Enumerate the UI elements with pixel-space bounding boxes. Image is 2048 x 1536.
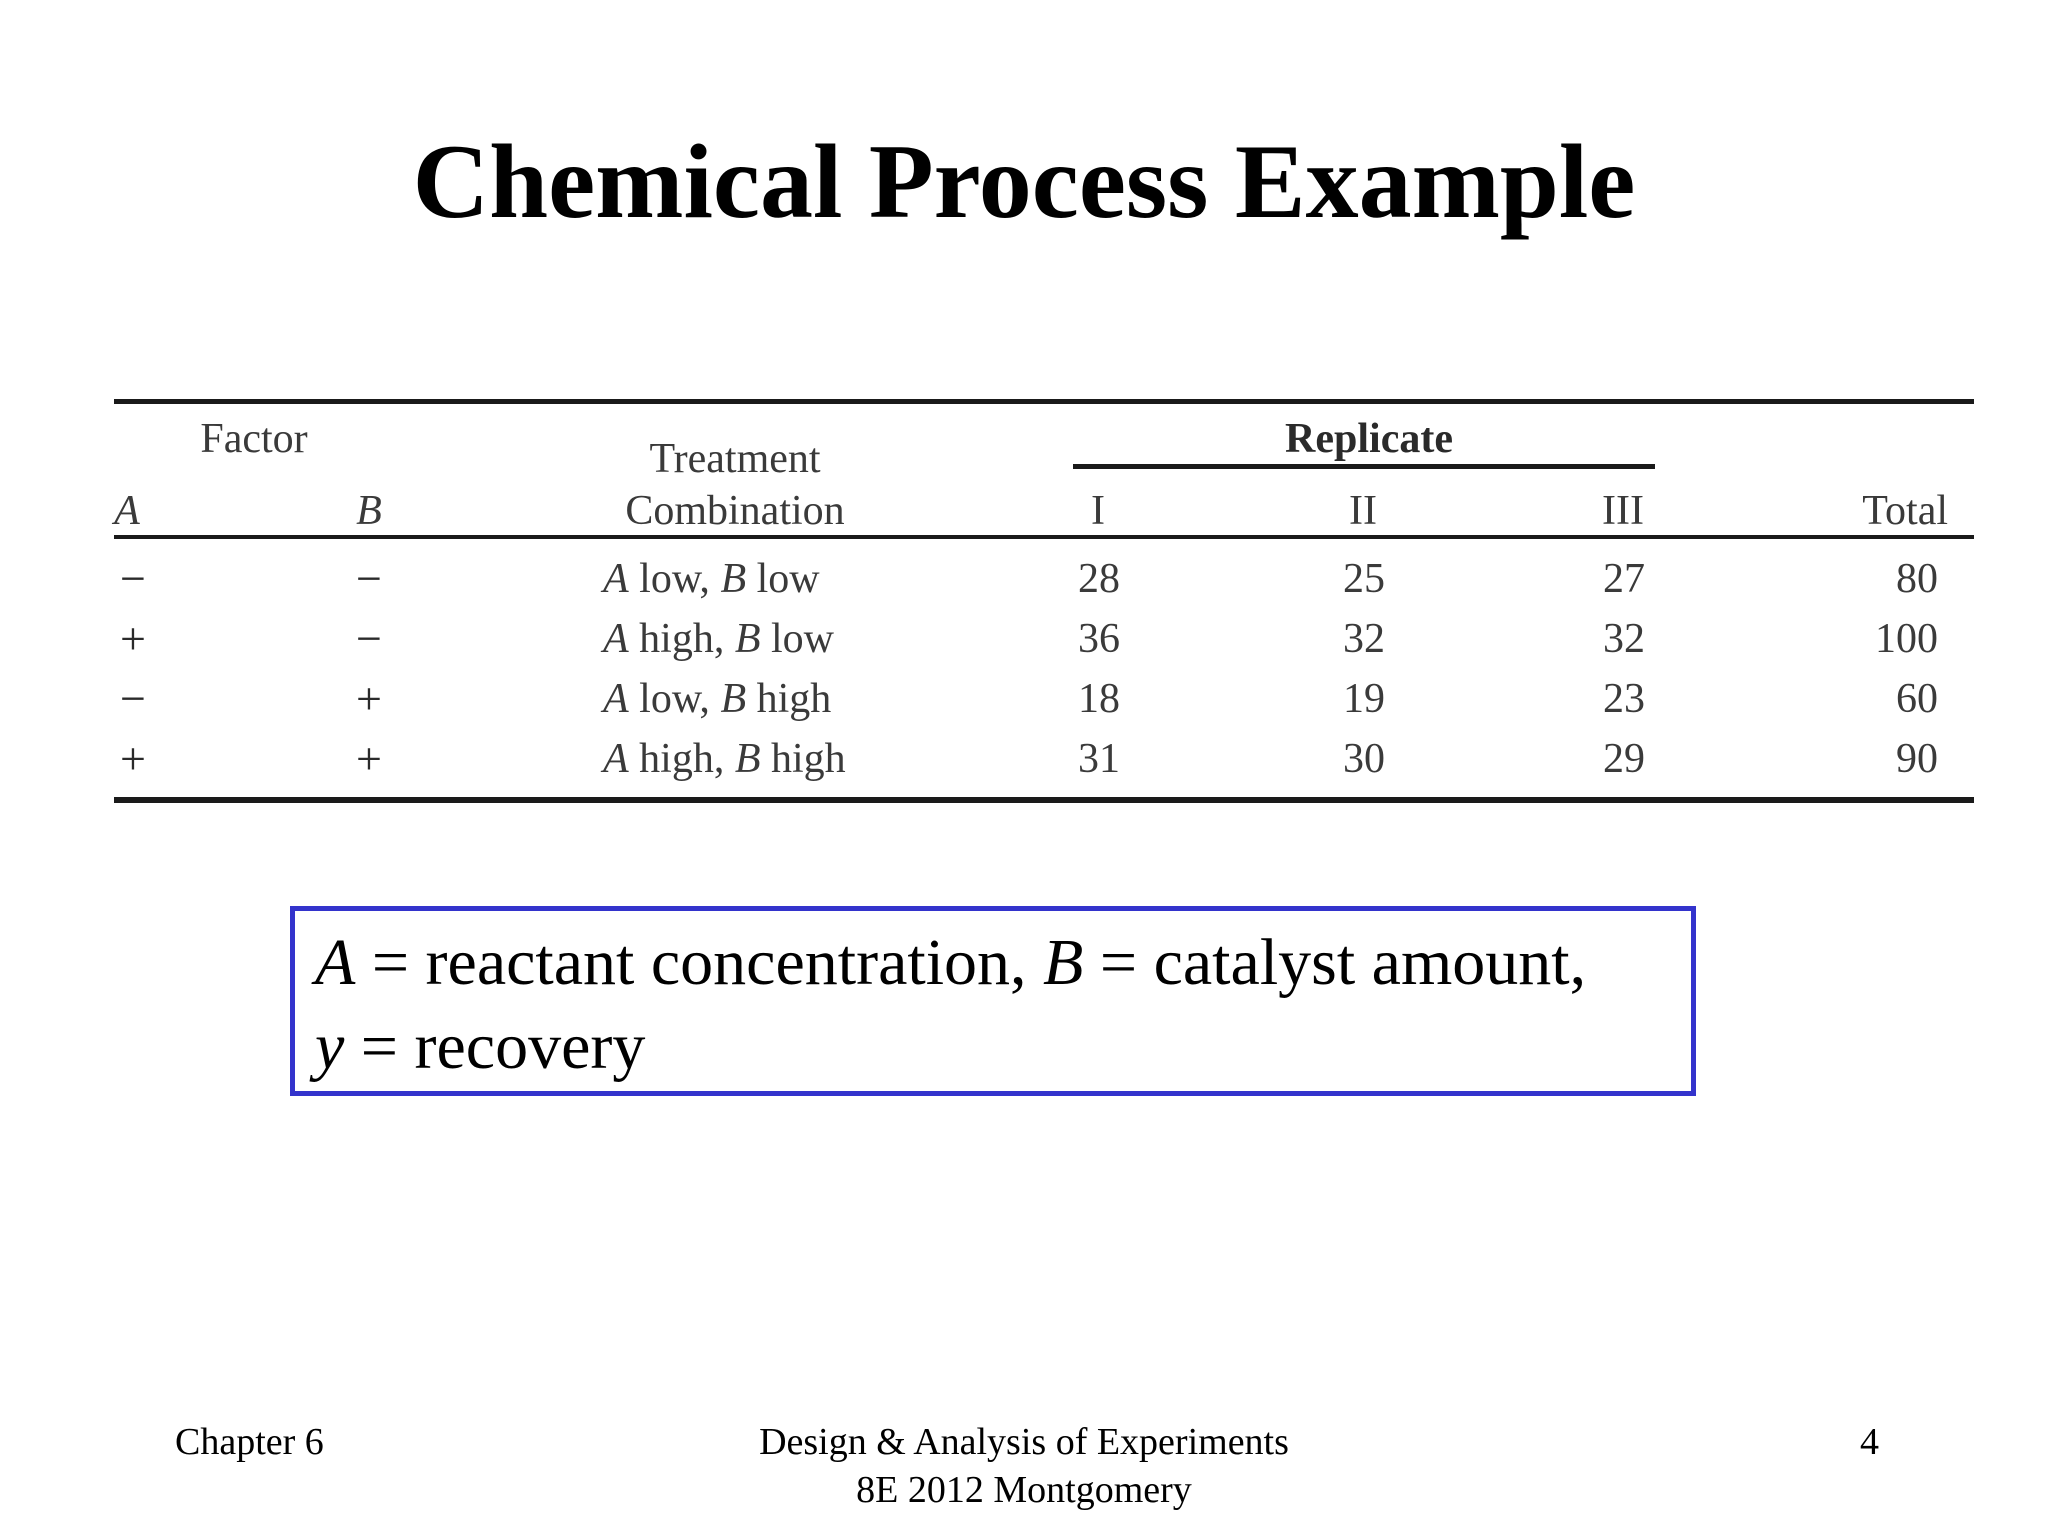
def-text-y: = recovery: [344, 1010, 646, 1083]
header-replicate: Replicate: [1285, 416, 1453, 462]
table-header-rule: [114, 535, 1974, 539]
table-row-4-total: 90: [1896, 736, 1938, 782]
def-text-a: = reactant concentration,: [355, 926, 1044, 999]
table-row-1-rep-i: 28: [1078, 556, 1120, 602]
row-1-comb-a: A: [603, 556, 629, 602]
header-treatment-line1: Treatment: [649, 436, 821, 482]
slide-title: Chemical Process Example: [412, 123, 1636, 240]
table-row-3-rep-i: 18: [1078, 676, 1120, 722]
table-row-4-rep-ii: 30: [1343, 736, 1385, 782]
table-row-2-b: −: [356, 613, 382, 664]
row-3-comb-b-level: high: [746, 676, 832, 722]
row-3-comb-a: A: [603, 676, 629, 722]
table-row-2-a: +: [120, 613, 146, 664]
def-var-b: B: [1043, 926, 1084, 999]
footer-page-number: 4: [1860, 1421, 1879, 1463]
footer-source-line2: 8E 2012 Montgomery: [856, 1469, 1192, 1511]
table-row-2-total: 100: [1875, 616, 1938, 662]
table-row-1-combination: [603, 558, 820, 600]
def-text-b: = catalyst amount,: [1083, 926, 1587, 999]
table-row-1-a: −: [120, 553, 146, 604]
header-col-a: A: [114, 488, 140, 534]
table-row-3-rep-ii: 19: [1343, 676, 1385, 722]
row-2-comb-a-level: high,: [628, 616, 735, 662]
row-2-comb-a: A: [603, 616, 629, 662]
table-row-1-rep-ii: 25: [1343, 556, 1385, 602]
row-1-comb-b: B: [720, 556, 747, 602]
variable-definition-box: [290, 906, 1696, 1096]
table-row-3-rep-iii: 23: [1603, 676, 1645, 722]
table-row-3-a: −: [120, 673, 146, 724]
table-row-1-b: −: [356, 553, 382, 604]
table-top-rule: [114, 399, 1974, 404]
table-row-1-rep-iii: 27: [1603, 556, 1645, 602]
table-row-4-rep-i: 31: [1078, 736, 1120, 782]
table-row-2-rep-i: 36: [1078, 616, 1120, 662]
definition-line-1: [315, 921, 1673, 1005]
row-1-comb-a-level: low,: [628, 556, 721, 602]
replicate-rule: [1073, 464, 1655, 469]
footer-chapter: Chapter 6: [175, 1421, 324, 1463]
header-rep-i: I: [1091, 488, 1105, 534]
table-row-3-b: +: [356, 673, 382, 724]
footer-source: [0, 1418, 2048, 1514]
definition-line-2: [315, 1005, 1673, 1089]
row-1-comb-b-level: low: [746, 556, 820, 602]
table-row-1-total: 80: [1896, 556, 1938, 602]
table-row-4-b: +: [356, 733, 382, 784]
row-2-comb-b-level: low: [760, 616, 834, 662]
header-treatment-line2: Combination: [625, 488, 845, 534]
table-row-4-combination: [603, 738, 846, 780]
table-row-3-total: 60: [1896, 676, 1938, 722]
def-var-a: A: [315, 926, 356, 999]
table-row-2-rep-ii: 32: [1343, 616, 1385, 662]
table-row-2-combination: [603, 618, 834, 660]
row-3-comb-a-level: low,: [628, 676, 721, 722]
row-3-comb-b: B: [720, 676, 747, 722]
row-4-comb-a-level: high,: [628, 736, 735, 782]
header-col-b: B: [356, 488, 382, 534]
def-var-y: y: [315, 1010, 345, 1083]
row-2-comb-b: B: [734, 616, 761, 662]
header-rep-ii: II: [1349, 488, 1377, 534]
header-total: Total: [1862, 488, 1948, 534]
table-row-4-a: +: [120, 733, 146, 784]
table-row-3-combination: [603, 678, 831, 720]
header-factor: Factor: [200, 416, 308, 462]
table-row-2-rep-iii: 32: [1603, 616, 1645, 662]
row-4-comb-b-level: high: [760, 736, 846, 782]
row-4-comb-b: B: [734, 736, 761, 782]
header-rep-iii: III: [1602, 488, 1644, 534]
table-row-4-rep-iii: 29: [1603, 736, 1645, 782]
row-4-comb-a: A: [603, 736, 629, 782]
footer-source-line1: Design & Analysis of Experiments: [759, 1421, 1289, 1463]
table-bottom-rule: [114, 797, 1974, 803]
